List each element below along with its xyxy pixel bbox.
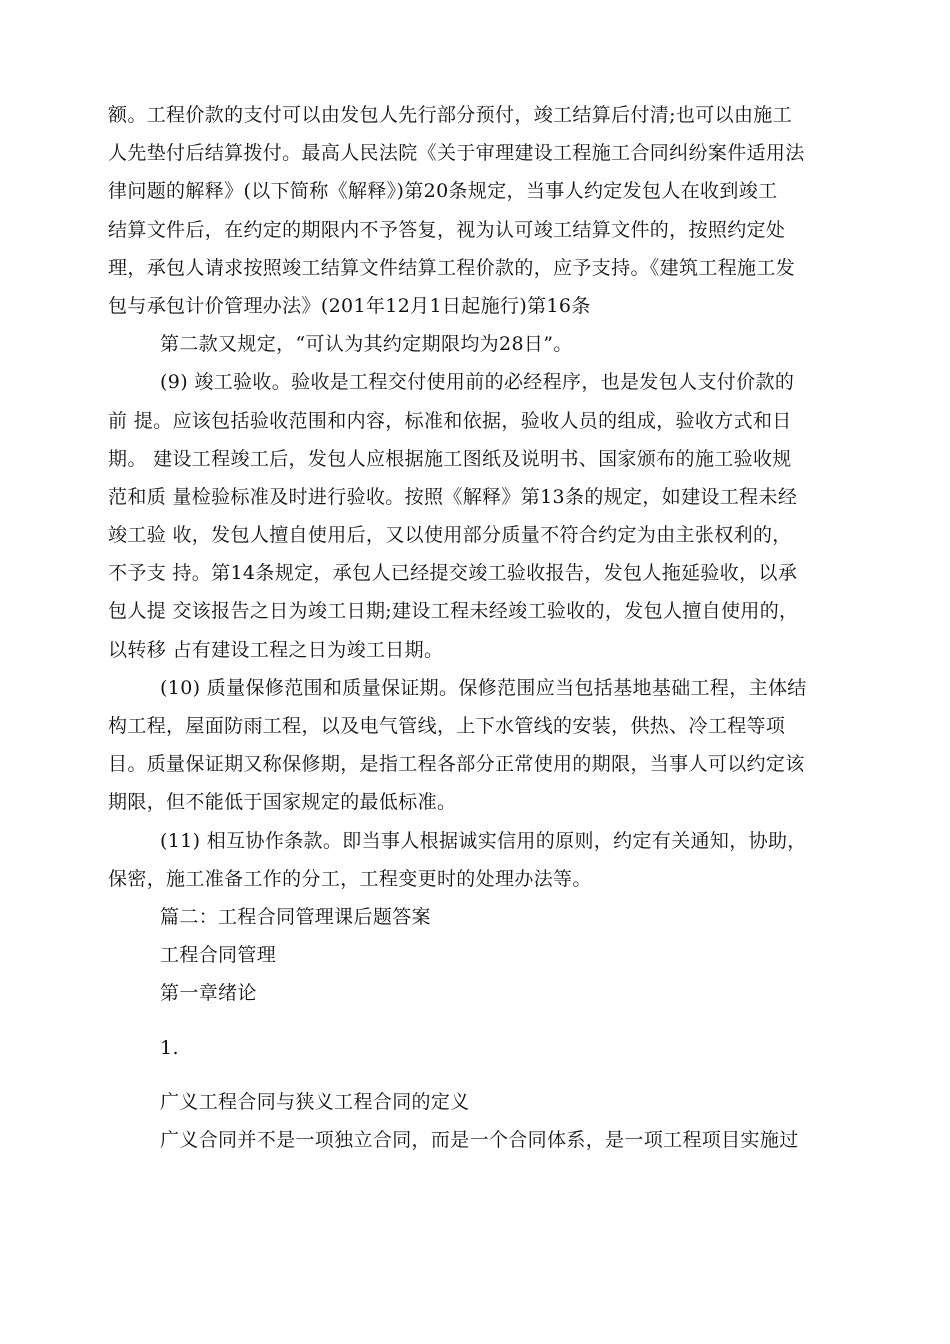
text-line: (9) 竣工验收。验收是工程交付使用前的必经程序，也是发包人支付价款的 [160,371,795,394]
text-line: 包与承包计价管理办法》(201年12月1日起施行)第16条 [108,294,591,317]
text-line: 以转移 占有建设工程之日为竣工日期。 [108,638,444,661]
text-line: 不予支 持。第14条规定，承包人已经提交竣工验收报告，发包人拖延验收，以承 [108,562,798,585]
text-line: 篇二：工程合同管理课后题答案 [160,905,431,928]
text-line: 律问题的解释》(以下简称《解释》)第20条规定，当事人约定发包人在收到竣工 [108,180,778,203]
text-line: (11) 相互协作条款。即当事人根据诚实信用的原则，约定有关通知，协助， [160,829,807,852]
text-line: 前 提。应该包括验收范围和内容，标准和依据，验收人员的组成，验收方式和日 [108,409,792,432]
text-line: 理，承包人请求按照竣工结算文件结算工程价款的，应予支持。《建筑工程施工发 [108,256,796,279]
text-line: 广义合同并不是一项独立合同，而是一个合同体系，是一项工程项目实施过 [160,1128,799,1151]
text-line: 包人提 交该报告之日为竣工日期;建设工程未经竣工验收的，发包人擅自使用的， [108,600,799,623]
text-line: 结算文件后，在约定的期限内不予答复，视为认可竣工结算文件的，按照约定处 [108,218,786,241]
text-line: 竣工验 收，发包人擅自使用后，又以使用部分质量不符合约定为由主张权利的， [108,524,792,547]
document-body [108,96,844,1159]
text-line: 目。质量保证期又称保修期，是指工程各部分正常使用的期限，当事人可以约定该 [108,753,805,776]
text-line: 期。 建设工程竣工后，发包人应根据施工图纸及说明书、国家颁布的施工验收规 [108,447,792,470]
text-line: (10) 质量保修范围和质量保证期。保修范围应当包括基地基础工程，主体结 [160,676,807,699]
text-line: 第二款又规定，“可认为其约定期限均为28日”。 [160,333,573,356]
text-line: 工程合同管理 [160,944,277,967]
text-line: 额。工程价款的支付可以由发包人先行部分预付，竣工结算后付清;也可以由施工 [108,104,793,126]
text-line: 期限，但不能低于国家规定的最低标准。 [108,791,457,814]
text-line: 广义工程合同与狭义工程合同的定义 [160,1090,470,1113]
text-line: 保密，施工准备工作的分工，工程变更时的处理办法等。 [108,867,592,890]
text-line: 1. [160,1036,179,1059]
text-line: 构工程，屋面防雨工程，以及电气管线，上下水管线的安装，供热、冷工程等项 [108,715,786,737]
text-line: 范和质 量检验标准及时进行验收。按照《解释》第13条的规定，如建设工程未经 [108,485,798,508]
text-line: 第一章绪论 [160,982,257,1005]
text-line: 人先垫付后结算拨付。最高人民法院《关于审理建设工程施工合同纠纷案件适用法 [108,142,805,165]
